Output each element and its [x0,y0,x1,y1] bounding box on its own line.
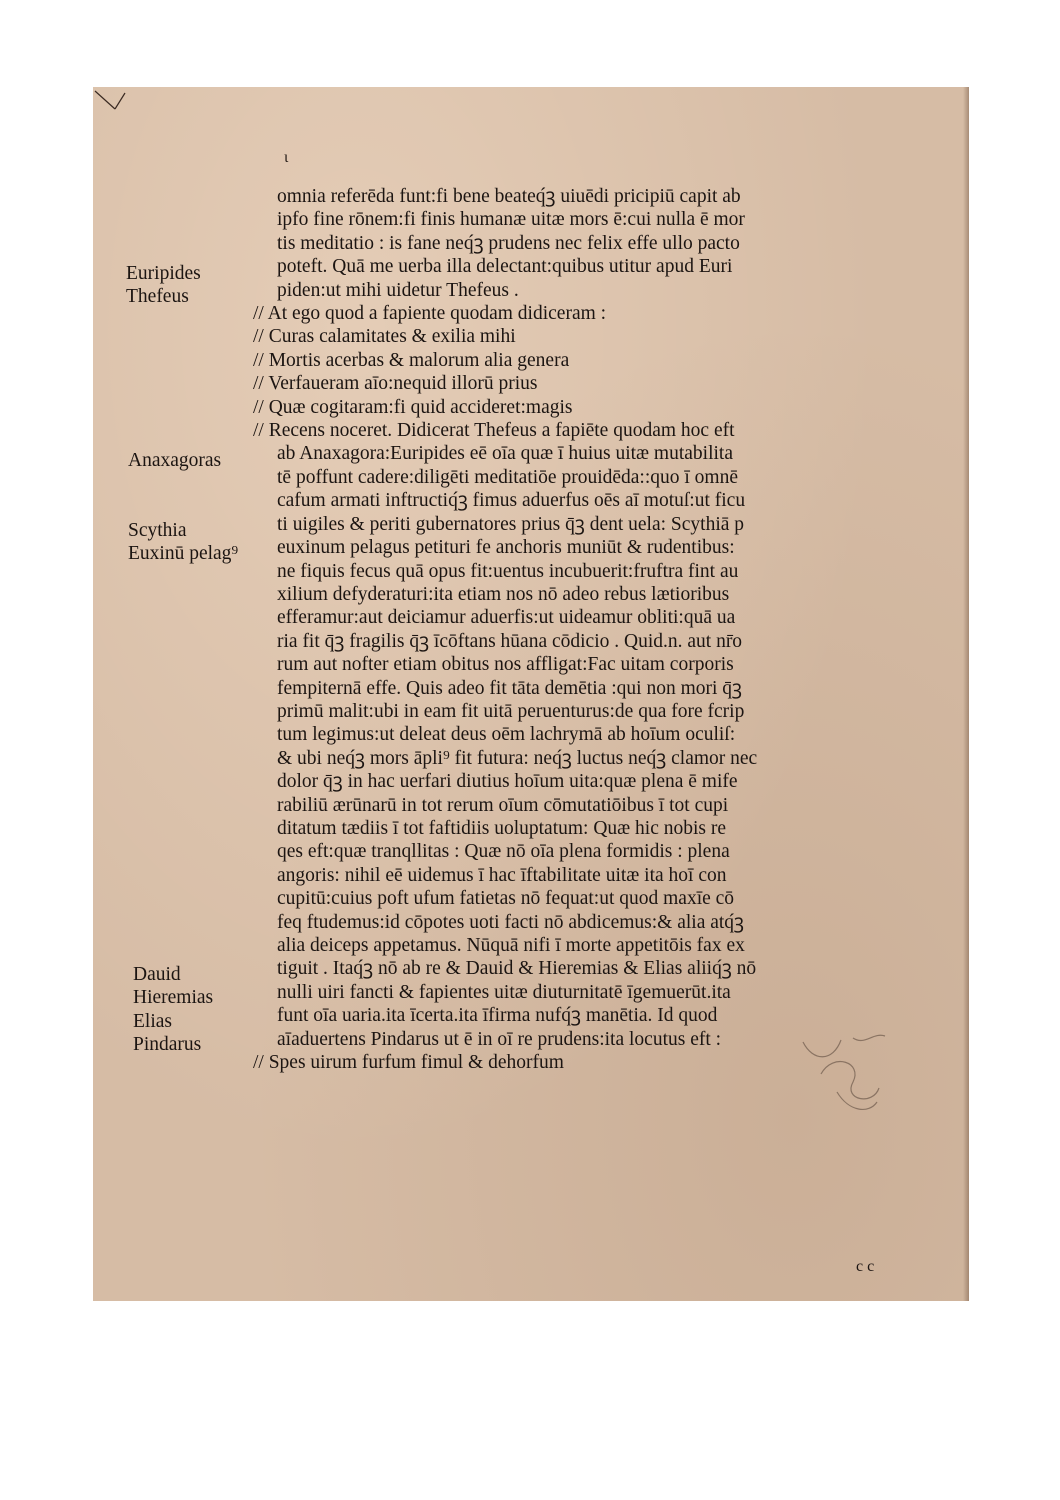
text-line: angoris: nihil eē uidemus ī hac īftabilitate uitæ ita hoī con [277,864,727,886]
text-line: ipfo fine rōnem:fi finis humanæ uitæ mors ē:cui nulla ē mor [277,209,745,231]
text-line: cafum armati inftructiq́ꝫ fimus aduerfus oēs aī motuſ:ut ficu [277,490,746,512]
text-line: fempiternā effe. Quis adeo fit tāta demētia :qui non mori q̄ꝫ [277,677,742,699]
text-line: piden:ut mihi uidetur Thefeus . [277,279,519,301]
margin-note-line: Euxinū pelag⁹ [128,543,239,565]
text-line: aīaduertens Pindarus ut ē in oī re prudens:ita locutus eft : [277,1028,722,1050]
text-line: primū malit:ubi in eam fit uitā peruenturus:de qua fore fcrip [277,700,745,722]
folio-mark: c c [856,1258,875,1275]
margin-note-david [133,963,213,1057]
text-line: qes eft:quæ tranqllitas : Quæ nō oīa plena formidis : plena [277,841,730,863]
text-line: ti uigiles & periti gubernatores prius q̄ꝫ dent uela: Scythiā p [277,513,745,535]
verse-line: // Mortis acerbas & malorum alia genera [253,349,570,371]
verse-line: // Spes uirum furfum fimul & dehorfum [253,1052,564,1074]
top-mark: ι [284,149,289,166]
text-line: poteft. Quā me uerba illa delectant:quibus utitur apud Euri [277,256,733,278]
text-line: tis meditatio : is fane neq́ꝫ prudens nec felix effe ullo pacto [277,232,740,254]
corner-pencil-mark [93,87,133,117]
text-line: ria fit q̄ꝫ fragilis q̄ꝫ īcōftans hūana cōdicio . Quid.n. aut nr̄o [277,630,743,652]
margin-note-scythia [128,519,238,566]
text-line: & ubi neq́ꝫ mors āpli⁹ fit futura: neq́ꝫ luctus neq́ꝫ clamor nec [277,747,758,769]
margin-note-line: Euripides [126,263,201,284]
text-line: xilium defyderaturi:ita etiam nos nō adeo rebus lætioribus [277,583,730,605]
margin-note-line: Dauid [133,964,181,985]
verse-line: // Curas calamitates & exilia mihi [253,326,516,348]
text-line: rabiliū ærūnarū in tot rerum oīum cōmutatiōibus ī tot cupi [277,794,729,816]
margin-note-euripides [126,262,201,309]
margin-note-line: Anaxagoras [128,450,222,471]
text-line: efferamur:aut deiciamur aduerfis:ut uideamur obliti:quā ua [277,607,736,629]
text-line: alia deiceps appetamus. Nūquā nifi ī morte appetitōis fax ex [277,935,745,956]
text-line: funt oīa uaria.ita īcerta.ita īfirma nufq́ꝫ manētia. Id quod [277,1005,718,1027]
text-line: omnia referēda funt:fi bene beateq́ꝫ uiuēdi pricipiū capit ab [277,186,741,207]
verse-line: // Verfaueram aīo:nequid illorū prius [253,373,538,395]
text-line: nulli uiri fancti & fapientes uitæ diuturnitatē īgemuerūt.ita [277,981,731,1003]
margin-note-line: Scythia [128,520,187,541]
verse-line: // At ego quod a fapiente quodam didiceram : [253,303,607,325]
text-line: tum legimus:ut deleat deus oēm lachrymā ab hoīum oculiſ: [277,724,736,746]
text-line: euxinum pelagus petituri fe anchoris muniūt & rudentibus: [277,537,735,559]
manuscript-page [93,87,969,1301]
margin-note-line: Thefeus [126,286,189,308]
page-edge-shadow [963,87,969,1301]
text-line: rum aut nofter etiam obitus nos affligat:Fac uitam corporis [277,654,734,676]
text-line: ditatum tædiis ī tot faftidiis uoluptatum: Quæ hic nobis re [277,817,727,839]
margin-note-anaxagoras [128,449,221,472]
margin-note-line: Pindarus [133,1034,202,1056]
text-line: tē poffunt cadere:diligēti meditatiōe prouidēda::quo ī omnē [277,466,739,488]
body-text [253,185,887,1074]
text-line: ab Anaxagora:Euripides eē oīa quæ ī huius uitæ mutabilita [277,443,733,465]
handwritten-flourish [793,1022,903,1117]
margin-note-line: Hieremias [133,987,214,1009]
text-line: cupitū:cuius poft ufum fatietas nō fequat:ut quod maxīe cō [277,888,735,910]
text-line: tiguit . Itaq́ꝫ nō ab re & Dauid & Hieremias & Elias aliiq́ꝫ nō [277,958,757,980]
verse-line: // Recens noceret. Didicerat Thefeus a fapiēte quodam hoc eft [253,420,735,442]
text-line: ne fiquis fecus quā opus fit:uentus incubuerit:fruftra fint au [277,560,739,582]
verse-line: // Quæ cogitaram:fi quid accideret:magis [253,396,573,418]
text-line: dolor q̄ꝫ in hac uerfari diutius hoīum uita:quæ plena ē mife [277,771,738,793]
margin-note-line: Elias [133,1010,172,1032]
text-line: feq ftudemus:id cōpotes uoti facti nō abdicemus:& alia atq́ꝫ [277,911,745,933]
